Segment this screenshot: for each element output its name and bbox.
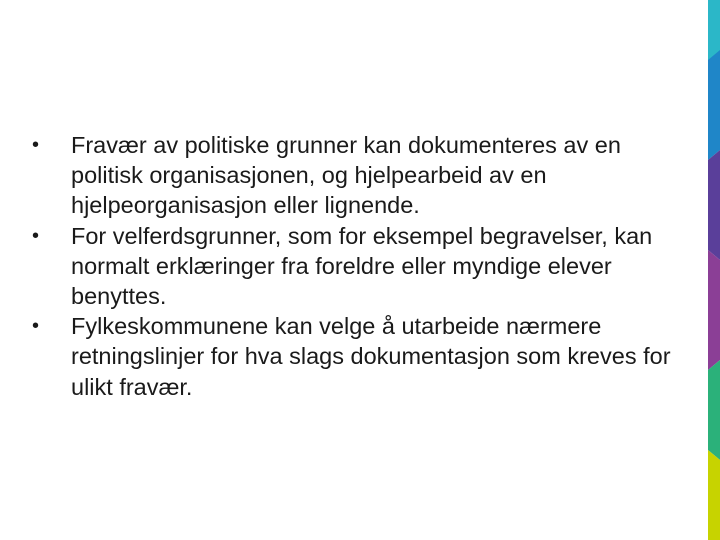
decorative-color-strip [708,0,720,540]
bullet-text: Fylkeskommunene kan velge å utarbeide nærmere retningslinjer for hva slags dokumentasjon som kreves for ulikt fravær. [71,313,671,400]
strip-segment-blue [708,50,720,160]
strip-segment-teal [708,0,720,60]
strip-segment-lime [708,450,720,540]
bullet-item-political-absence [26,130,686,221]
strip-segment-purple [708,150,720,260]
strip-segment-green [708,360,720,460]
bullet-text: Fravær av politiske grunner kan dokumenteres av en politisk organisasjonen, og hjelpearbeid av en hjelpeorganisasjon eller lignende. [71,132,621,219]
bullet-list [26,130,686,402]
bullet-item-county-guidelines [26,311,686,402]
bullet-glyph: • [32,134,40,156]
strip-segment-violet [708,250,720,370]
bullet-glyph: • [32,315,40,338]
color-strip-graphic [708,0,720,540]
bullet-item-welfare-reasons [26,221,686,312]
bullet-text: For velferdsgrunner, som for eksempel begravelser, kan normalt erklæringer fra foreldre eller myndige elever benyttes. [71,222,653,310]
bullet-glyph: • [32,224,40,247]
